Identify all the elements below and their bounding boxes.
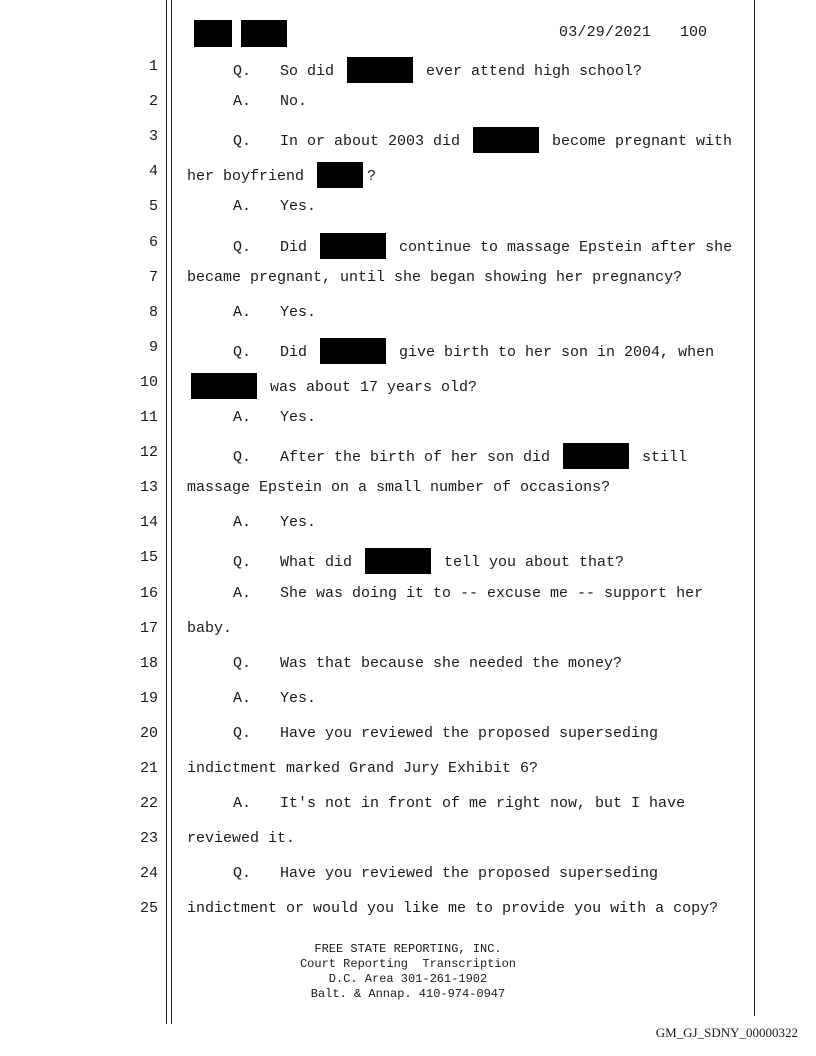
line-number: 10 [139,373,158,391]
line-text [233,57,642,83]
transcript-line [0,127,816,162]
bates-number: GM_GJ_SDNY_00000322 [655,1025,798,1040]
line-segment: Yes. [280,409,317,426]
transcript-line [0,303,816,338]
line-text [187,373,477,399]
answer-label: A. [233,689,252,707]
transcript-line [0,829,816,864]
redaction-box [563,443,629,469]
transcript-line [0,619,816,654]
line-number: 5 [148,198,158,216]
line-number: 23 [139,830,158,848]
transcript-line [0,899,816,934]
transcript-line [0,408,816,443]
line-segment: She was doing it to -- excuse me -- support her [280,584,704,602]
line-text [233,408,316,428]
line-text [233,794,685,814]
answer-label: A. [233,198,252,216]
line-segment: Yes. [280,198,317,216]
redaction-box [317,162,363,188]
redaction-box [320,233,386,259]
question-label: Q. [233,654,252,672]
line-number: 8 [148,303,158,321]
line-segment: indictment marked Grand Jury Exhibit 6? [187,760,539,777]
line-text [187,478,610,498]
line-number: 18 [139,654,158,672]
line-text [233,513,316,533]
line-number: 16 [139,584,158,602]
line-segment: became pregnant, until she began showing her pregnancy? [187,268,683,286]
line-text [233,233,732,259]
line-number: 1 [148,58,158,75]
line-number: 9 [148,338,158,356]
line-text [187,619,232,639]
question-label: Q. [233,554,252,572]
line-text [233,689,316,709]
transcript-line [0,338,816,373]
transcript-line [0,57,816,92]
line-text [233,654,622,674]
line-text [233,338,714,364]
line-segment: Did [280,238,317,256]
transcript-line [0,689,816,724]
line-number: 19 [139,689,158,707]
transcript-line [0,478,816,513]
line-segment: become pregnant with [543,133,733,151]
redaction-box [365,548,431,574]
line-segment: continue to massage Epstein after she [390,238,733,256]
line-text [233,864,658,884]
line-number: 11 [139,409,158,426]
line-segment: What did [280,554,362,572]
footer-company: FREE STATE REPORTING, INC. [314,942,502,956]
line-segment: In or about 2003 did [280,133,470,151]
line-number: 15 [139,549,158,567]
line-number: 21 [139,760,158,777]
transcript-line [0,654,816,689]
line-number: 4 [148,163,158,181]
header-redaction-2 [241,20,287,47]
line-number: 2 [148,93,158,111]
line-text [233,127,732,153]
header-page-number: 100 [680,24,708,41]
line-text [187,268,682,288]
transcript-line [0,548,816,583]
answer-label: A. [233,303,252,321]
redaction-box [473,127,539,153]
footer-service: Court Reporting Transcription [299,957,517,971]
transcript-line [0,233,816,268]
line-text [187,162,376,188]
line-segment: baby. [187,619,233,637]
header-redaction-1 [194,20,232,47]
answer-label: A. [233,93,252,111]
line-number: 22 [139,795,158,813]
line-number: 20 [139,724,158,742]
line-number: 6 [148,233,158,251]
line-number: 12 [139,444,158,462]
line-text [233,92,307,112]
line-segment: Did [280,343,317,361]
redaction-box [191,373,257,399]
redaction-box [320,338,386,364]
answer-label: A. [233,514,252,532]
transcript-line [0,724,816,759]
line-number: 14 [139,514,158,532]
line-number: 7 [148,268,158,286]
answer-label: A. [233,795,252,813]
answer-label: A. [233,409,252,426]
question-label: Q. [233,343,252,361]
line-text [233,724,658,744]
transcript-line [0,162,816,197]
line-segment: Was that because she needed the money? [280,654,623,672]
footer-dc-phone: D.C. Area 301-261-1902 [328,972,488,986]
line-segment: No. [280,93,308,111]
question-label: Q. [233,133,252,151]
line-segment: Yes. [280,514,317,532]
line-segment: ever attend high school? [417,63,643,80]
line-text [233,197,316,217]
line-segment: still [633,449,688,467]
line-number: 24 [139,865,158,883]
transcript-line [0,443,816,478]
line-number: 3 [148,128,158,146]
transcript-line [0,373,816,408]
transcript-line [0,759,816,794]
line-text [233,584,703,604]
line-number: 17 [139,619,158,637]
line-text [233,303,316,323]
question-label: Q. [233,865,252,883]
line-text [233,443,687,469]
page-footer [0,942,816,1002]
transcript-line [0,92,816,127]
transcript-line [0,794,816,829]
question-label: Q. [233,238,252,256]
line-segment: give birth to her son in 2004, when [390,343,715,361]
transcript-line [0,197,816,232]
line-segment: massage Epstein on a small number of occasions? [187,479,611,497]
header-date: 03/29/2021 [559,24,652,41]
line-text [187,829,295,849]
line-segment: After the birth of her son did [280,449,560,467]
transcript-line [0,864,816,899]
page-header [0,20,816,48]
line-segment: It's not in front of me right now, but I have [280,795,686,813]
transcript-line [0,268,816,303]
line-segment: tell you about that? [435,554,625,572]
footer-balt-phone: Balt. & Annap. 410-974-0947 [310,987,506,1001]
line-number: 13 [139,479,158,497]
line-text [187,899,718,919]
line-number: 25 [139,900,158,918]
question-label: Q. [233,449,252,467]
line-segment: her boyfriend [187,168,314,186]
redaction-box [347,57,413,83]
line-segment: Yes. [280,689,317,707]
line-text [233,548,624,574]
line-segment: So did [280,63,344,80]
line-segment: reviewed it. [187,830,296,848]
question-label: Q. [233,63,252,80]
transcript-line [0,584,816,619]
line-segment: Yes. [280,303,317,321]
transcript-line [0,513,816,548]
line-text [187,759,538,779]
line-segment: ? [367,168,377,186]
line-segment: Have you reviewed the proposed superseding [280,865,659,883]
line-segment: was about 17 years old? [261,378,478,396]
answer-label: A. [233,584,252,602]
line-segment: Have you reviewed the proposed superseding [280,724,659,742]
line-segment: indictment or would you like me to provide you with a copy? [187,900,719,918]
question-label: Q. [233,724,252,742]
